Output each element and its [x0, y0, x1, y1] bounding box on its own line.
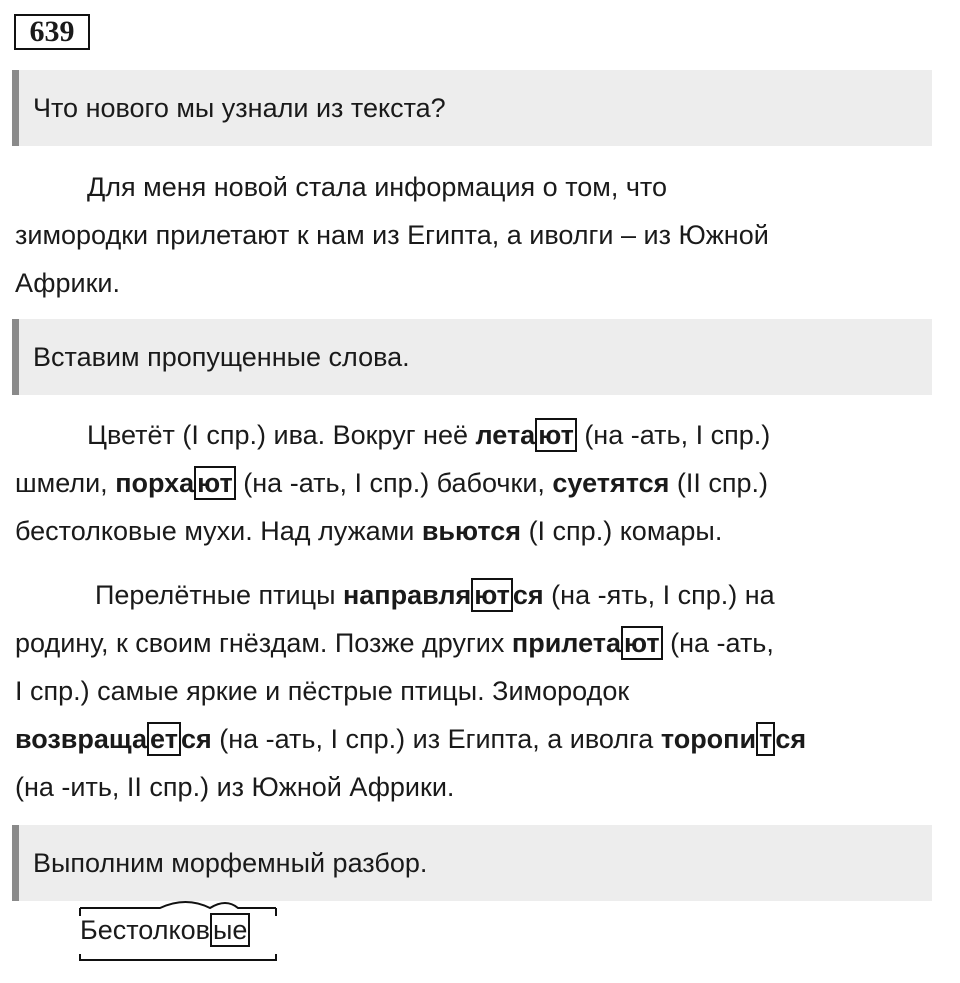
text-line: [15, 507, 950, 555]
section-header-new-info: Что нового мы узнали из текста?: [12, 70, 932, 146]
text-fragment: (на -ать, I спр.) из Египта, а иволга: [211, 724, 661, 754]
text-fragment: (на -ать, I спр.) бабочки,: [235, 468, 553, 498]
text-fragment: бестолковые мухи. Над лужами: [15, 516, 422, 546]
verb-ending-box: т: [756, 722, 775, 756]
text-fragment: (II спр.): [669, 468, 768, 498]
text-line: [15, 715, 950, 763]
verb-ending-box: ют: [471, 578, 513, 612]
verb-letayut: лета ют: [476, 418, 577, 452]
section-header-insert-words: Вставим пропущенные слова.: [12, 319, 932, 395]
ending-box: ые: [210, 913, 250, 947]
verb-ending-box: ют: [535, 418, 577, 452]
text-fragment: (на -ать,: [662, 628, 774, 658]
text-line: [15, 571, 950, 619]
text-fragment: Цветёт (I спр.) ива. Вокруг неё: [87, 420, 476, 450]
text-fragment: родину, к своим гнёздам. Позже других: [15, 628, 512, 658]
verb-priletayut: прилета ют: [512, 626, 663, 660]
paragraph-new-info: [15, 163, 950, 307]
text-line: зимородки прилетают к нам из Египта, а иволги – из Южной: [15, 220, 769, 250]
verb-ending-box: ют: [621, 626, 663, 660]
verb-suetyatsya: суетятся: [552, 468, 670, 498]
paragraph-migratory-birds: [15, 571, 950, 811]
morpheme-analysis-word: [80, 910, 250, 950]
word-stem: Бестолков: [80, 910, 210, 950]
text-line: [15, 619, 950, 667]
verb-napravlyayutsya: направля ют ся: [342, 580, 544, 610]
text-fragment: Перелётные птицы: [95, 580, 343, 610]
root-arc-icon: [80, 902, 276, 962]
text-line: I спр.) самые яркие и пёстрые птицы. Зимородок: [15, 676, 630, 706]
text-line: (на -ить, II спр.) из Южной Африки.: [15, 772, 455, 802]
verb-ending-box: ют: [194, 466, 236, 500]
text-line: Африки.: [15, 268, 121, 298]
text-line: [15, 411, 950, 459]
text-line: [15, 459, 950, 507]
verb-porkhayut: порха ют: [115, 466, 236, 500]
verb-vozvrashchaetsya: возвраща ет ся: [15, 724, 212, 754]
text-fragment: (на -ать, I спр.): [576, 420, 771, 450]
text-line: Для меня новой стала информация о том, что: [87, 172, 667, 202]
verb-vyutsya: вьются: [421, 516, 522, 546]
text-fragment: шмели,: [15, 468, 116, 498]
text-fragment: (на -ять, I спр.) на: [543, 580, 775, 610]
section-header-morpheme-analysis: Выполним морфемный разбор.: [12, 825, 932, 901]
verb-ending-box: ет: [147, 722, 181, 756]
text-fragment: (I спр.) комары.: [521, 516, 723, 546]
task-number: 639: [14, 14, 90, 50]
verb-toropitsya: торопи т ся: [660, 724, 807, 754]
paragraph-spring-insects: [15, 411, 950, 555]
